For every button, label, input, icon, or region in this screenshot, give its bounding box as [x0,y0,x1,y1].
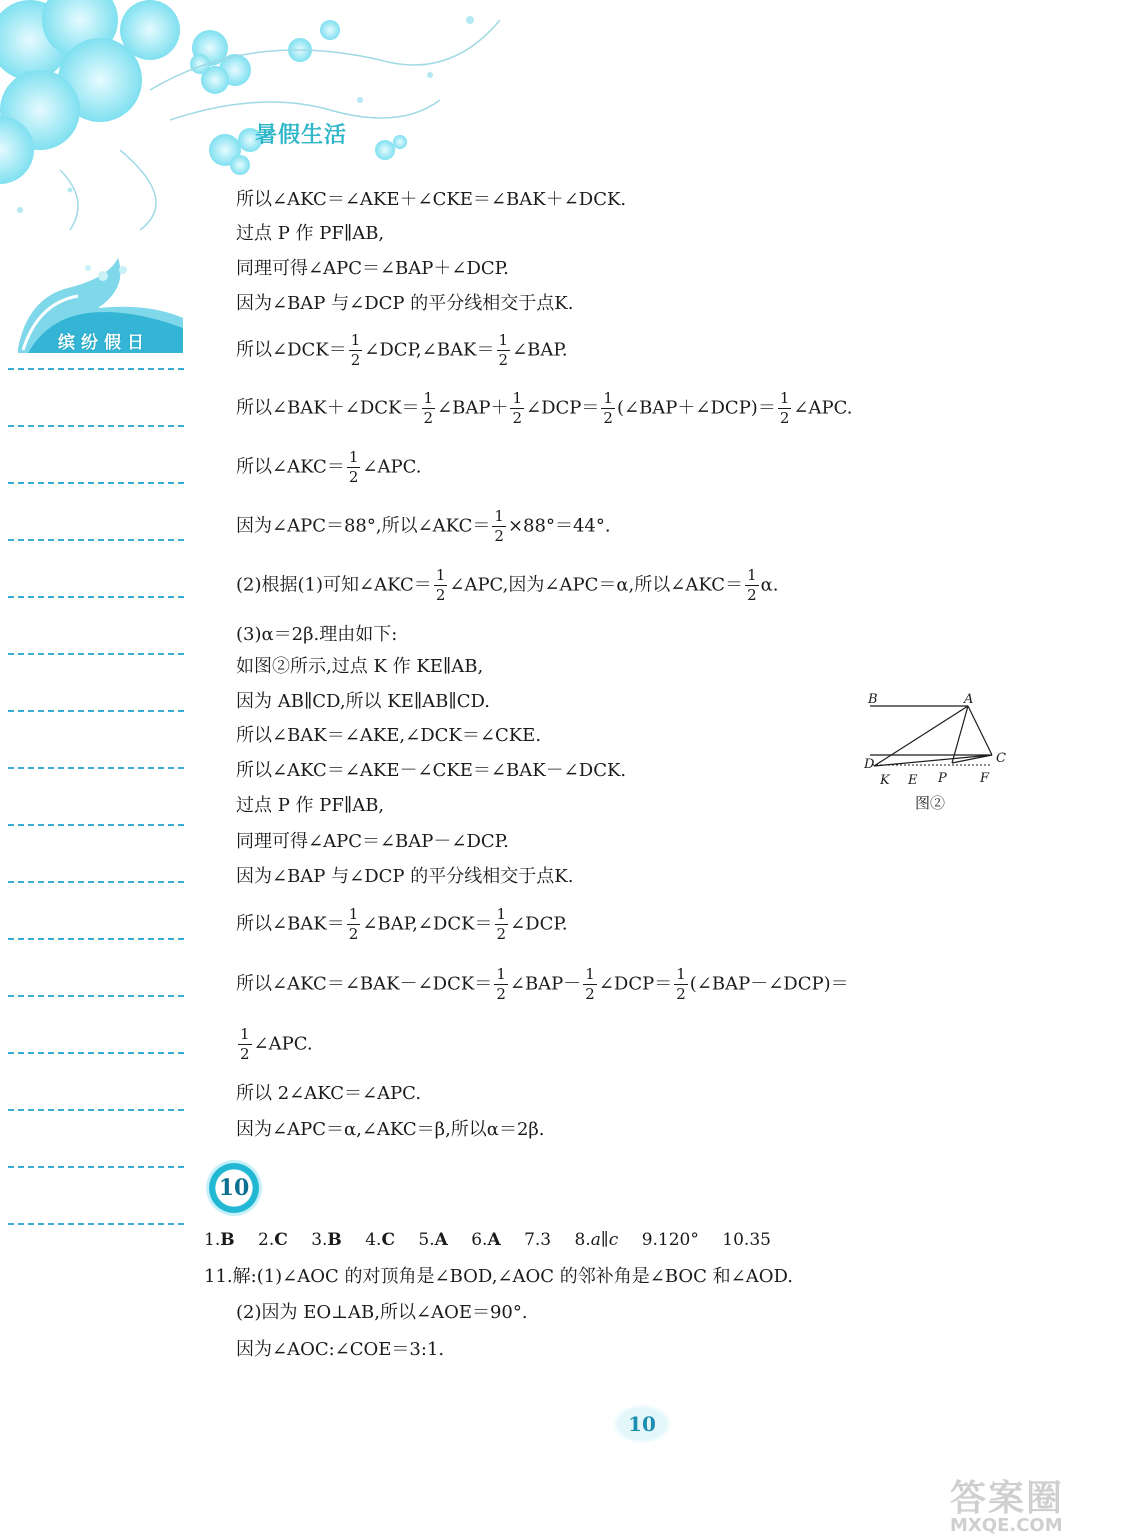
dashed-line [8,1223,184,1225]
answer-item: 1.B [204,1230,235,1250]
text: 所以∠DCK＝ [236,339,347,361]
text: ∠DCP,∠BAK＝ [364,339,495,361]
solution-line: 所以∠AKC＝∠AKE－∠CKE＝∠BAK－∠DCK. [236,760,627,781]
solution-line [236,333,568,368]
header-title: 暑假生活 [255,123,348,148]
q11-line: (2)因为 EO⊥AB,所以∠AOE＝90°. [236,1302,528,1323]
dashed-line [8,1166,184,1168]
dashed-line [8,995,184,997]
fraction-one-half: $\frac{1}{2}$ [240,1025,250,1063]
text: ∠BAP. [512,339,568,361]
dashed-line [8,767,184,769]
solution-line: 所以∠AKC＝∠BAK－∠DCK＝ $\frac{1}{2}$ ∠BAP－ $\frac{1}{2}$ ∠DCP＝ $\frac{1}{2}$ (∠BAP－∠DCP)＝ [236,965,849,1003]
point-label-k: K [880,773,890,788]
dashed-line [8,938,184,940]
solution-line: 所以∠AKC＝∠AKE＋∠CKE＝∠BAK＋∠DCK. [236,189,627,210]
dashed-line [8,539,184,541]
dashed-line [8,368,184,370]
solution-line: (2)根据(1)可知∠AKC＝ $\frac{1}{2}$ ∠APC,因为∠APC＝α,所以∠AKC＝ $\frac{1}{2}$ α. [236,566,779,604]
answer-item: 3.B [311,1230,342,1250]
section-number: 10 [218,1175,250,1201]
fraction-one-half: $\frac{1}{2}$ [512,389,523,427]
answer-item: 2.C [258,1230,288,1250]
solution-line: 过点 P 作 PF∥AB, [236,223,385,244]
margin-note-lines [8,368,184,1280]
solution-line: 过点 P 作 PF∥AB, [236,795,385,816]
solution-line: 所以∠BAK＋∠DCK＝ $\frac{1}{2}$ ∠BAP＋ $\frac{1}{2}$ ∠DCP＝ $\frac{1}{2}$ (∠BAP＋∠DCP)＝ $\frac{1}{2}$ ∠APC. [236,389,853,427]
solution-line: 如图②所示,过点 K 作 KE∥AB, [236,656,484,677]
answer-item: 8.a∥c [574,1230,619,1250]
fraction-one-half: $\frac{1}{2}$ [779,389,790,427]
solution-line: 所以∠BAK＝∠AKE,∠DCK＝∠CKE. [236,725,542,746]
fraction-one-half: $\frac{1}{2}$ [496,905,507,943]
solution-line: 同理可得∠APC＝∠BAP＋∠DCP. [236,258,509,279]
point-label-d: D [864,757,875,772]
solution-line: 因为 AB∥CD,所以 KE∥AB∥CD. [236,691,490,712]
dashed-line [8,824,184,826]
point-label-c: C [996,751,1006,766]
section-number-badge [206,1160,262,1216]
dashed-line [8,1109,184,1111]
dashed-line [8,596,184,598]
page-number: 10 [628,1412,656,1436]
fraction-one-half: $\frac{1}{2}$ [350,331,361,369]
dashed-line [8,425,184,427]
fraction-one-half: $\frac{1}{2}$ [348,905,359,943]
figure-caption: 图② [915,794,946,812]
solution-line: 所以∠AKC＝ $\frac{1}{2}$ ∠APC. [236,448,422,486]
answer-row [204,1230,789,1250]
geometry-figure [862,688,1012,788]
fraction-one-half: $\frac{1}{2}$ [494,507,504,545]
solution-line: 同理可得∠APC＝∠BAP－∠DCP. [236,831,509,852]
fraction-one-half: $\frac{1}{2}$ [676,965,686,1003]
answer-item: 7.3 [524,1230,552,1250]
page-number-badge [612,1404,672,1444]
dashed-line [8,482,184,484]
watermark-url: MXQE.COM [950,1515,1063,1536]
fraction-one-half: $\frac{1}{2}$ [435,566,446,604]
dashed-line [8,881,184,883]
solution-line: 因为∠BAP 与∠DCP 的平分线相交于点K. [236,866,574,887]
watermark-title: 答案圈 [950,1478,1065,1519]
solution-line: 因为∠APC＝88°,所以∠AKC＝ $\frac{1}{2}$ ×88°＝44°. [236,507,611,545]
fraction-one-half: $\frac{1}{2}$ [603,389,613,427]
point-label-f: F [980,771,990,786]
badge-label: 缤纷假日 [58,333,150,353]
fraction-one-half: $\frac{1}{2}$ [496,965,506,1003]
watermark [950,1470,1120,1536]
dashed-line [8,1052,184,1054]
fraction-one-half: $\frac{1}{2}$ [585,965,595,1003]
answer-item: 9.120° [641,1230,699,1250]
solution-line: (3)α＝2β.理由如下: [236,624,398,645]
solution-line: 所以∠BAK＝ $\frac{1}{2}$ ∠BAP,∠DCK＝ $\frac{1}{2}$ ∠DCP. [236,905,568,943]
answer-item: 5.A [418,1230,448,1250]
solution-line: 所以 2∠AKC＝∠APC. [236,1083,422,1104]
q11-line: 因为∠AOC:∠COE＝3:1. [236,1339,445,1360]
answer-item: 10.35 [722,1230,771,1250]
answer-item: 4.C [365,1230,395,1250]
dashed-line [8,653,184,655]
point-label-a: A [964,692,974,707]
solution-line: 因为∠BAP 与∠DCP 的平分线相交于点K. [236,293,574,314]
fraction-one-half: $\frac{1}{2}$ [498,331,509,369]
point-label-e: E [908,773,918,788]
solution-line: 因为∠APC＝α,∠AKC＝β,所以α＝2β. [236,1119,545,1140]
point-label-b: B [868,692,878,707]
solution-line: $\frac{1}{2}$ ∠APC. [240,1025,313,1063]
fraction-one-half: $\frac{1}{2}$ [348,448,359,486]
dashed-line [8,710,184,712]
fraction-one-half: $\frac{1}{2}$ [747,566,757,604]
answer-item: 6.A [471,1230,501,1250]
q11-line: 11.解:(1)∠AOC 的对顶角是∠BOD,∠AOC 的邻补角是∠BOC 和∠AOD. [204,1266,794,1287]
point-label-p: P [938,771,947,786]
fraction-one-half: $\frac{1}{2}$ [423,389,434,427]
